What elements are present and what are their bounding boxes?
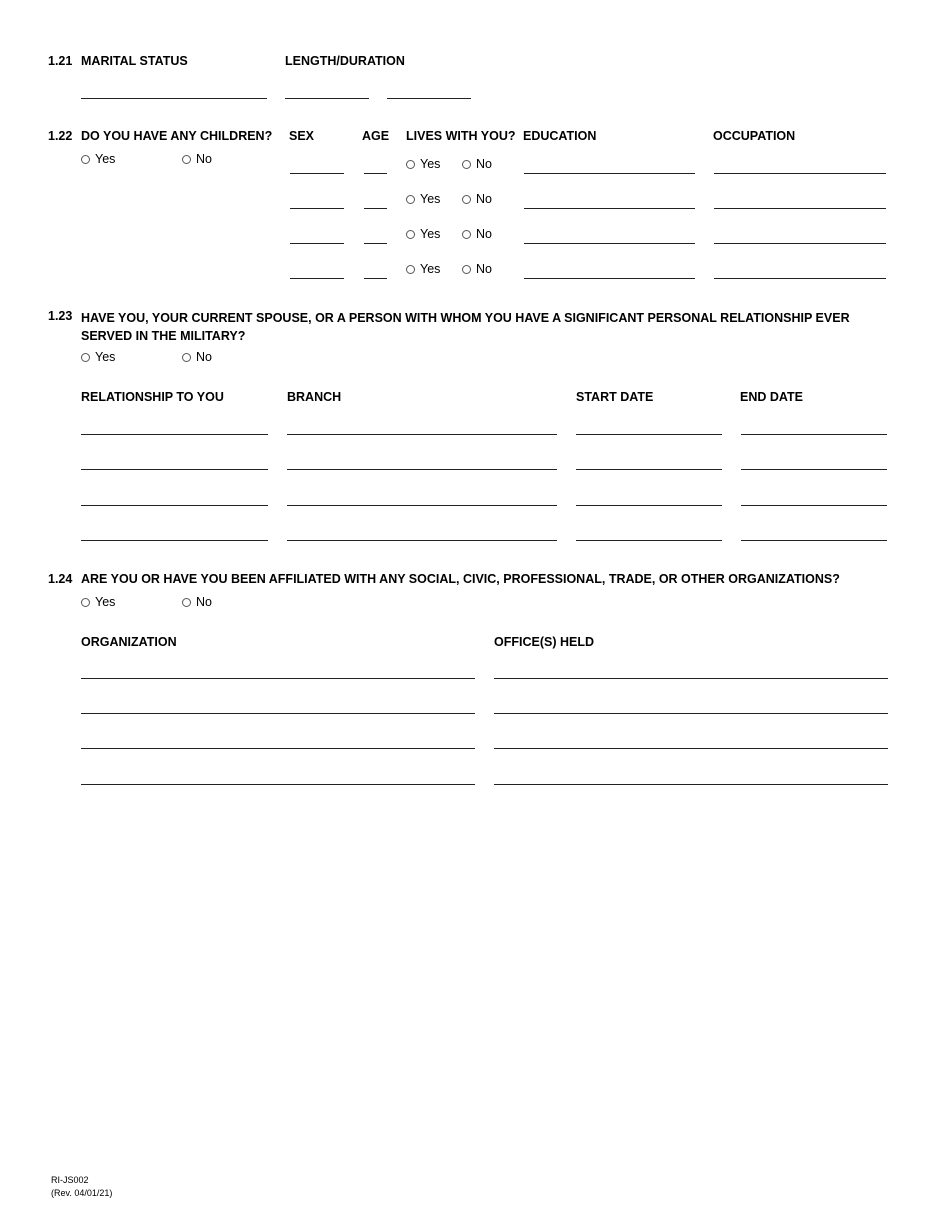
offices-held-field[interactable] (494, 713, 888, 714)
radio-icon[interactable] (81, 353, 90, 362)
organization-field[interactable] (81, 713, 475, 714)
section-1-21-number: 1.21 (48, 54, 73, 68)
child-education-field[interactable] (524, 173, 695, 174)
marital-status-label: MARITAL STATUS (81, 54, 188, 68)
child-sex-field[interactable] (290, 278, 344, 279)
radio-icon[interactable] (182, 155, 191, 164)
start-date-field[interactable] (576, 505, 722, 506)
lives-yes-option[interactable] (406, 227, 440, 241)
radio-icon[interactable] (462, 160, 471, 169)
end-date-field[interactable] (741, 469, 887, 470)
section-1-24-number: 1.24 (48, 572, 73, 586)
radio-icon[interactable] (406, 230, 415, 239)
child-age-field[interactable] (364, 208, 387, 209)
yes-label: Yes (420, 192, 441, 206)
relationship-field[interactable] (81, 505, 268, 506)
start-date-field[interactable] (576, 434, 722, 435)
relationship-field[interactable] (81, 434, 268, 435)
radio-icon[interactable] (406, 265, 415, 274)
radio-icon[interactable] (462, 230, 471, 239)
radio-icon[interactable] (182, 598, 191, 607)
no-label: No (476, 227, 492, 241)
form-revision: (Rev. 04/01/21) (51, 1188, 113, 1198)
radio-icon[interactable] (406, 195, 415, 204)
lives-with-you-header: LIVES WITH YOU? (406, 129, 516, 143)
lives-yes-option[interactable] (406, 192, 440, 206)
no-label: No (196, 152, 212, 166)
children-no-option[interactable] (182, 152, 212, 166)
child-education-field[interactable] (524, 278, 695, 279)
branch-field[interactable] (287, 540, 557, 541)
lives-no-option[interactable] (462, 227, 492, 241)
child-age-field[interactable] (364, 278, 387, 279)
child-occupation-field[interactable] (714, 208, 886, 209)
yes-label: Yes (95, 595, 116, 609)
no-label: No (476, 192, 492, 206)
military-no-option[interactable] (182, 350, 212, 364)
yes-label: Yes (420, 262, 441, 276)
child-sex-field[interactable] (290, 208, 344, 209)
radio-icon[interactable] (462, 265, 471, 274)
offices-held-field[interactable] (494, 748, 888, 749)
branch-field[interactable] (287, 434, 557, 435)
relationship-header: RELATIONSHIP TO YOU (81, 390, 224, 404)
start-date-field[interactable] (576, 469, 722, 470)
lives-no-option[interactable] (462, 192, 492, 206)
sex-header: SEX (289, 129, 315, 143)
relationship-field[interactable] (81, 469, 268, 470)
section-1-23-number: 1.23 (48, 309, 73, 323)
marital-status-field[interactable] (81, 98, 267, 99)
yes-label: Yes (420, 157, 441, 171)
duration-field-2[interactable] (387, 98, 471, 99)
radio-icon[interactable] (182, 353, 191, 362)
yes-label: Yes (95, 350, 116, 364)
end-date-header: END DATE (740, 390, 803, 404)
military-yes-option[interactable] (81, 350, 115, 364)
no-label: No (476, 157, 492, 171)
organization-header: ORGANIZATION (81, 635, 177, 649)
radio-icon[interactable] (462, 195, 471, 204)
radio-icon[interactable] (81, 155, 90, 164)
organizations-yes-option[interactable] (81, 595, 115, 609)
child-occupation-field[interactable] (714, 243, 886, 244)
end-date-field[interactable] (741, 505, 887, 506)
organization-field[interactable] (81, 784, 475, 785)
offices-held-field[interactable] (494, 678, 888, 679)
branch-header: BRANCH (287, 390, 342, 404)
child-education-field[interactable] (524, 208, 695, 209)
organization-field[interactable] (81, 748, 475, 749)
no-label: No (196, 595, 212, 609)
radio-icon[interactable] (81, 598, 90, 607)
section-1-22-number: 1.22 (48, 129, 73, 143)
children-question: DO YOU HAVE ANY CHILDREN? (81, 129, 273, 143)
lives-yes-option[interactable] (406, 262, 440, 276)
child-occupation-field[interactable] (714, 278, 886, 279)
form-id: RI-JS002 (51, 1175, 89, 1185)
duration-field-1[interactable] (285, 98, 369, 99)
children-yes-option[interactable] (81, 152, 115, 166)
radio-icon[interactable] (406, 160, 415, 169)
occupation-header: OCCUPATION (713, 129, 796, 143)
child-age-field[interactable] (364, 243, 387, 244)
yes-label: Yes (420, 227, 441, 241)
start-date-field[interactable] (576, 540, 722, 541)
child-occupation-field[interactable] (714, 173, 886, 174)
military-question: HAVE YOU, YOUR CURRENT SPOUSE, OR A PERSON WITH WHOM YOU HAVE A SIGNIFICANT PERSONAL RELATIONSHIP EVER SERVED IN THE MILITARY? (81, 311, 850, 343)
child-sex-field[interactable] (290, 243, 344, 244)
no-label: No (196, 350, 212, 364)
offices-held-field[interactable] (494, 784, 888, 785)
offices-held-header: OFFICE(S) HELD (494, 635, 594, 649)
no-label: No (476, 262, 492, 276)
start-date-header: START DATE (576, 390, 654, 404)
branch-field[interactable] (287, 505, 557, 506)
education-header: EDUCATION (523, 129, 597, 143)
lives-yes-option[interactable] (406, 157, 440, 171)
age-header: AGE (362, 129, 390, 143)
end-date-field[interactable] (741, 540, 887, 541)
yes-label: Yes (95, 152, 116, 166)
organizations-no-option[interactable] (182, 595, 212, 609)
organization-field[interactable] (81, 678, 475, 679)
lives-no-option[interactable] (462, 157, 492, 171)
lives-no-option[interactable] (462, 262, 492, 276)
end-date-field[interactable] (741, 434, 887, 435)
relationship-field[interactable] (81, 540, 268, 541)
child-education-field[interactable] (524, 243, 695, 244)
length-duration-label: LENGTH/DURATION (285, 54, 405, 68)
branch-field[interactable] (287, 469, 557, 470)
child-sex-field[interactable] (290, 173, 344, 174)
organizations-question: ARE YOU OR HAVE YOU BEEN AFFILIATED WITH ANY SOCIAL, CIVIC, PROFESSIONAL, TRADE, OR OTHER ORGANIZATIONS? (81, 572, 840, 586)
child-age-field[interactable] (364, 173, 387, 174)
